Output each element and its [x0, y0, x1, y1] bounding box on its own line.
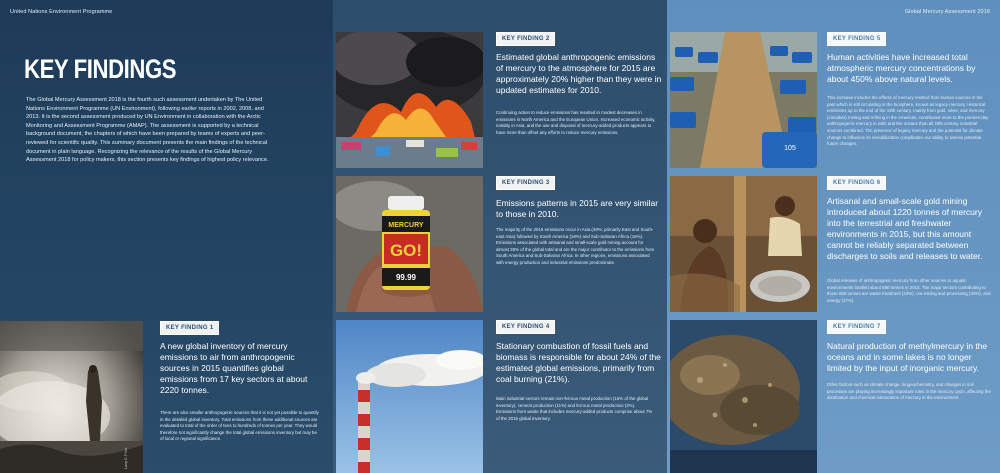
bottle-label-num: 99.99: [395, 273, 417, 282]
photo-burning-field: [0, 321, 143, 473]
key-finding-2-headline: Estimated global anthropogenic emissions of mercury to the atmosphere for 2015 are approximately 20% higher than they were in updated estimates for 2010.: [496, 52, 662, 95]
key-finding-5-headline: Human activities have increased total atmospheric mercury concentrations by about 450% above natural levels.: [827, 52, 976, 84]
key-finding-4-badge: KEY FINDING 4: [496, 320, 555, 334]
photo-burning-waste: [336, 32, 483, 168]
key-finding-1-badge: KEY FINDING 1: [160, 321, 219, 335]
key-finding-6-badge: KEY FINDING 6: [827, 176, 886, 190]
key-finding-1-body: There are also smaller anthropogenic sources that it is not yet possible to quantify in the detailed global inventory. Total emissions from these additional sources are evaluated to total of the order of tens to hundreds of tonnes per year. They would therefore not significantly change the total global emissions inventory but may be of local or regional significance.: [160, 410, 319, 442]
page-title: KEY FINDINGS: [24, 54, 177, 84]
key-finding-7-headline: Natural production of methylmercury in the oceans and in some lakes is no longer limited by the input of inorganic mercury.: [827, 341, 988, 373]
panel-right: [667, 0, 1000, 473]
key-finding-7-badge: KEY FINDING 7: [827, 320, 886, 334]
photo-barrels-pier: [670, 32, 817, 168]
barrel-number: 105: [784, 145, 796, 152]
key-finding-4-body: Main industrial sectors remain non-ferrous metal production (15% of the global inventory), cement production (11%) and ferrous metal production (2%). Emissions from waste that includes mercury-added products comprise about 7% of the 2015 global inventory.: [496, 396, 653, 421]
key-finding-3-badge: KEY FINDING 3: [496, 176, 555, 190]
key-finding-7-body: Other factors such as climate change, biogeochemistry, and changes in soil processes are playing increasingly important roles in the mercury cycle, affecting the distribution and chemical interactions of mercury in the environment.: [827, 382, 991, 401]
bottle-label-top: MERCURY: [388, 222, 424, 229]
key-finding-6-body: Global releases of anthropogenic mercury from other sources to aquatic environments totalled about 580 tonnes in 2015. The major sectors contributing to those 580 tonnes are waste treatment (43%), ore-mining and processing (40%), and energy (17%).: [827, 278, 991, 303]
key-finding-2-body: Continuing action to reduce emissions has resulted in modest decreases in emissions in North America and the European Union. Increased economic activity, notably in Asia, and the use and disposal of mercury-added products appears to have more than offset any efforts to reduce mercury emissions.: [496, 110, 656, 135]
intro-paragraph: The Global Mercury Assessment 2018 is the fourth such assessment undertaken by The United Nations Environment Programme (UN Environment), following earlier reports in 2002, 2008, and 2013. It is the second assessment produced by UN Environment in collaboration with the Arctic Monitoring and Assessment Programme (AMAP). The assessment is supported by a technical background document, the chapters of which have been prepared by teams of experts and peer-reviewed for scientific quality. This summary document presents the main findings of the technical document in plain language. Recognizing the relevance of the results of the Global Mercury Assessment 2018 for policy makers, this section presents key findings of highest policy relevance.: [26, 97, 269, 164]
photo-credit: Larry C. Price: [124, 447, 128, 469]
photo-smokestack: [336, 320, 483, 473]
key-finding-3-headline: Emissions patterns in 2015 are very similar to those in 2010.: [496, 198, 659, 219]
key-finding-5-badge: KEY FINDING 5: [827, 32, 886, 46]
key-finding-3-body: The majority of the 2015 emissions occur in Asia (49%; primarily East and South-east Asia) followed by South America (18%) and Sub-Saharan Africa (16%). Emissions associated with artisanal and small-scale gold mining account for almost 38% of the global total and are the major contributor to the emissions from South America and Sub-Saharan Africa. In other regions, emissions associated with energy production and industrial emissions predominate.: [496, 227, 655, 265]
bottle-label-mid: GO!: [389, 241, 423, 260]
panel-middle: [333, 0, 667, 473]
key-finding-1-headline: A new global inventory of mercury emissions to air from anthropogenic sources in 2015 quantifies global emissions from 17 key sectors at about 2220 tonnes.: [160, 341, 308, 395]
key-finding-5-body: This increase includes the effects of mercury emitted from human sources in the past which is still circulating in the biosphere, known as legacy mercury. Historical emissions up to the end of the 19th century, mainly from gold, silver, and mercury (cinnabar) mining and refining in the Americas, contributed more to the present-day anthropogenic mercury in soils and the oceans than all 20th century industrial sources combined. The presence of legacy mercury and the potential for climate change to influence its remobilization complicates our ability to assess potential future changes.: [827, 95, 989, 147]
panel-left: [0, 0, 333, 473]
org-header: United Nations Environment Programme: [10, 9, 113, 15]
photo-underwater-rock: [670, 320, 817, 473]
photo-mercury-bottle: [336, 176, 483, 312]
report-header: Global Mercury Assessment 2018: [904, 9, 990, 15]
key-finding-2-badge: KEY FINDING 2: [496, 32, 555, 46]
key-finding-4-headline: Stationary combustion of fossil fuels and biomass is responsible for about 24% of the estimated global emissions, primarily from coal burning (21%).: [496, 341, 661, 384]
key-finding-6-headline: Artisanal and small-scale gold mining introduced about 1220 tonnes of mercury into the terrestrial and freshwater environments in 2015, but this amount cannot be reliably separated between discharges to soils and releases to water.: [827, 196, 983, 261]
photo-gold-miners: [670, 176, 817, 312]
